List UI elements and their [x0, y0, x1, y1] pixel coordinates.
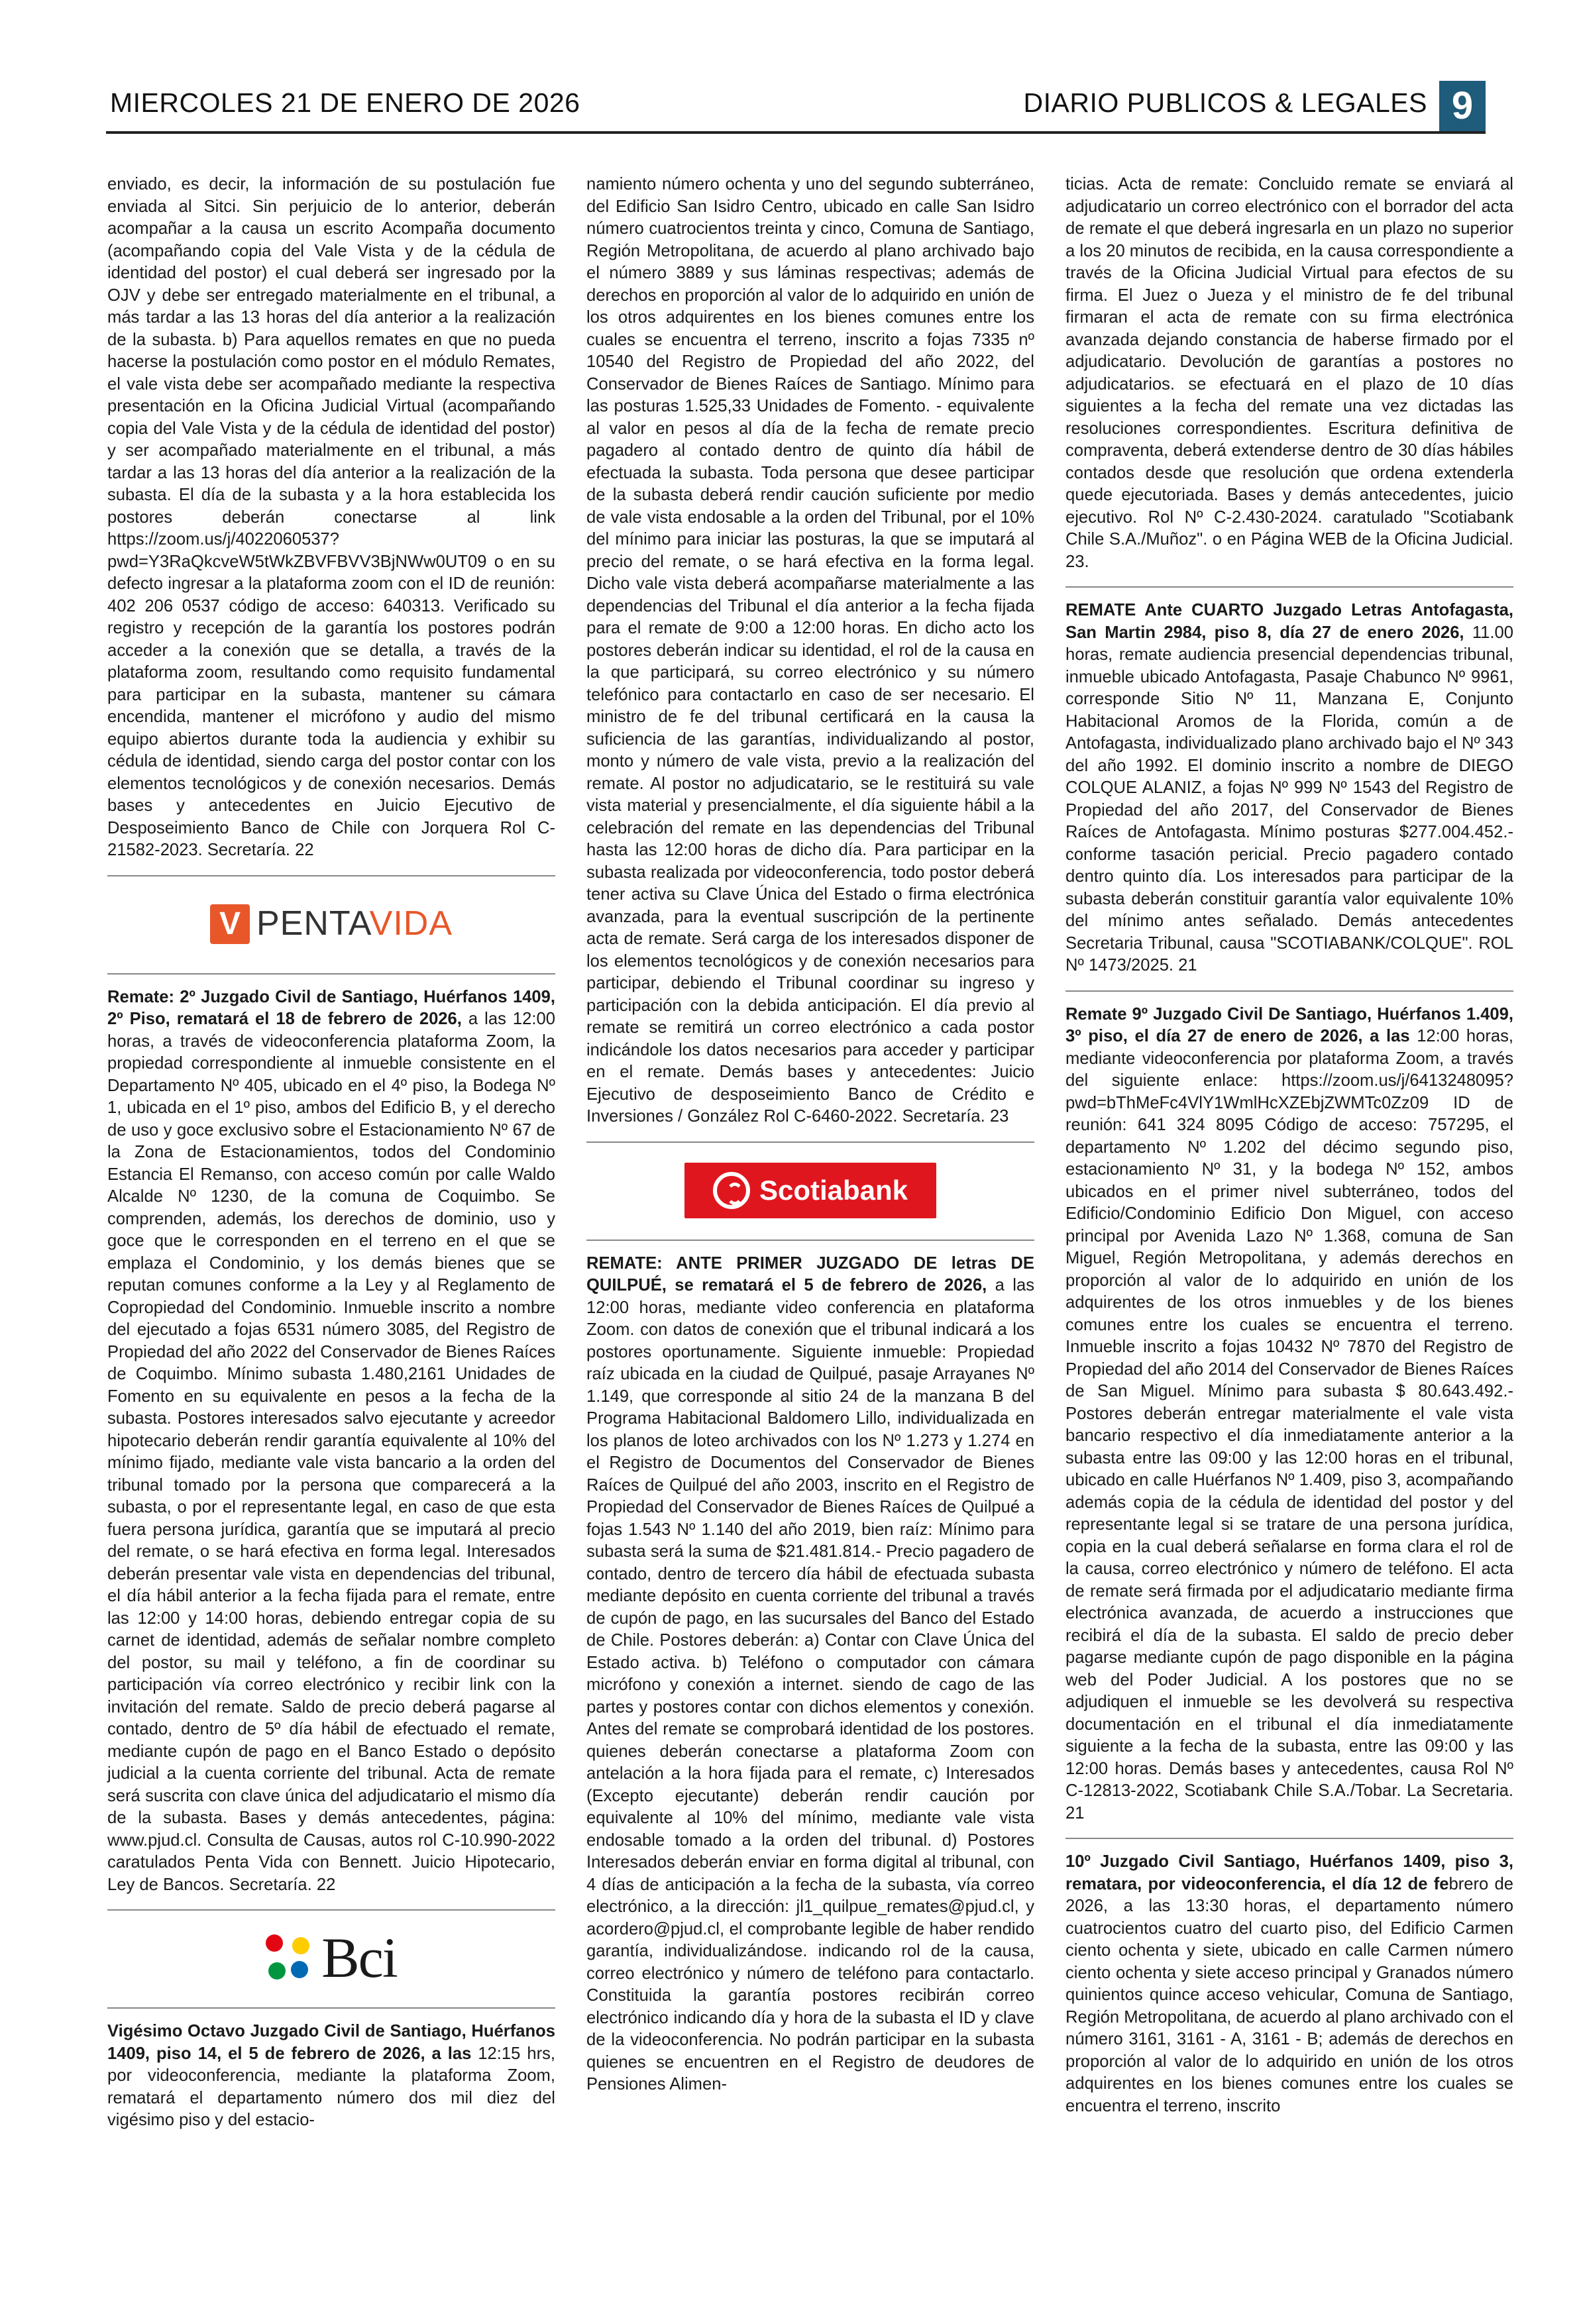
notice-quilpue — [586, 1253, 1034, 2096]
divider — [1065, 1838, 1513, 1839]
notice-heading: Vigésimo Octavo Juzgado Civil de Santiago, Huérfanos 1409, piso 14, el 5 de febrero de 2026, a las — [107, 2022, 555, 2063]
column-2 — [586, 174, 1034, 2096]
page-number-badge: 9 — [1439, 81, 1486, 131]
notice-heading: Remate 9º Juzgado Civil De Santiago, Huérfanos 1.409, 3º piso, el día 27 de enero de 2026, a las — [1065, 1004, 1513, 1045]
page-header — [106, 85, 1486, 134]
scotiabank-logo-text: Scotiabank — [759, 1174, 908, 1206]
bci-logo — [107, 1923, 555, 1994]
header-date: MIERCOLES 21 DE ENERO DE 2026 — [110, 87, 580, 118]
divider — [586, 1141, 1034, 1143]
notice-body: a las 12:00 horas, mediante video conferencia en plataforma Zoom. con datos de conexión que el tribunal indicará a los postores oportunamente. Siguiente inmueble: Propiedad raíz ubicada en la ciudad de Quilpué, pasaje Arrayanes Nº 1.149, que corresponde al sitio 24 de la manzana B del Programa Habitacional Baldomero Lillo, individualizada en los planos de loteo archivados con los Nº 1.273 y 1.274 en el Registro de Documentos del Conservador de Bienes Raíces de Quilpué del año 2003, inscrito en el Registro de Propiedad del Conservador de Bienes Raíces de Quilpué a fojas 1.543 Nº 1.140 del año 2019, bien raíz: Mínimo para subasta será la suma de $21.481.814.- Precio pagadero de contado, dentro de tercero día hábil de efectuada subasta mediante depósito en cuenta corriente del tribunal a través de cupón de pago, en las sucursales del Banco del Estado de Chile. Postores deberán: a) Contar con Clave Única del Estado activa. b) Teléfono o computador con cámara micrófono y conexión a internet. siendo de cago de las partes y postores contar con dichos elementos y conexión. Antes del remate se comprobará identidad de los postores. quienes deberán conectarse a plataforma Zoom con antelación a la hora fijada para el remate, c) Interesados (Excepto ejecutante) deberán rendir caución por equivalente al 10% del mínimo, mediante vale vista endosable tomado a la orden del tribunal. d) Postores Interesados deberán enviar en forma digital al tribunal, con 4 días de anticipación a la fecha de la subasta, vía correo electrónico, a la dirección: jl1_quilpue_remates@pjud.cl, y acordero@pjud.cl, el comprobante legible de haber rendido garantía, individualizándose. indicando rol de la causa, correo electrónico y número de teléfono para contactarlo. Constituida la garantía postores recibirán correo electrónico indicando día y hora de la subasta el ID y clave de la videoconferencia. No podrán participar en la subasta quienes se encuentren en el Registro de deudores de Pensiones Alimen- — [586, 1276, 1034, 2093]
notice-continuation: enviado, es decir, la información de su postulación fue enviada al Sitci. Sin perjuicio de lo anterior, deberán acompañar a la causa un escrito Acompaña documento (acompañando copia del Vale Vista y de la cédula de identidad del postor) el cual deberá ser ingresado por la OJV y debe ser entregado materialmente en el tribunal, a más tardar a las 13 horas del día anterior a la realización de la subasta. b) Para aquellos remates en que no pueda hacerse la postulación como postor en el módulo Remates, el vale vista debe ser acompañado mediante la respectiva presentación en la Oficina Judicial Virtual (acompañando copia del Vale Vista y de la cédula de identidad del postor) y ser acompañado materialmente en el tribunal, a más tardar a las 13 horas del día anterior a la realización de la subasta. El día de la subasta y a la hora establecida los postores deberán conectarse al link https://zoom.us/j/4022060537?pwd=Y3RaQkcveW5tWkZBVFBVV3BjNWw0UT09 o en su defecto ingresar a la plataforma zoom con el ID de reunión: 402 206 0537 código de acceso: 640313. Verificado su registro y recepción de la garantía los postores podrán acceder a la conexión que se detalla, a través de la plataforma zoom, resultando como requisito fundamental para participar en la subasta, mantener su cámara encendida, mantener el micrófono y audio del mismo equipo abiertos durante toda la audiencia y exhibir su cédula de identidad, siendo carga del postor contar con los elementos tecnológicos y de conexión necesarios. Demás bases y antecedentes en Juicio Ejecutivo de Desposeimiento Banco de Chile con Jorquera Rol C-21582-2023. Secretaría. 22 — [107, 175, 555, 859]
notice-heading: REMATE: ANTE PRIMER JUZGADO DE letras DE QUILPUÉ, se rematará el 5 de febrero de 2026, — [586, 1253, 1034, 1294]
notice-body: 12:15 hrs, por videoconferencia, mediante la plataforma Zoom, rematará el departamento número dos mil diez del vigésimo piso y del estacio- — [107, 2044, 556, 2129]
divider — [107, 1909, 555, 1911]
column-3 — [1065, 174, 1513, 2117]
scotiabank-mark-icon — [713, 1172, 750, 1209]
notice-heading: 10º Juzgado Civil Santiago, Huérfanos 1409, piso 3, rematara, por videoconferencia, el día 12 de fe — [1065, 1852, 1513, 1893]
notice-heading: REMATE Ante CUARTO Juzgado Letras Antofagasta, San Martin 2984, piso 8, día 27 de enero 2026, — [1065, 601, 1513, 642]
notice-bci — [107, 2021, 555, 2132]
notice-continuation: namiento número ochenta y uno del segundo subterráneo, del Edificio San Isidro Centro, ubicado en calle San Isidro número cuatrocientos treinta y cinco, Comuna de Santiago, Región Metropolitana, de acuerdo al plano archivado bajo el número 3889 y sus láminas respectivas; además de derechos en proporción al valor de lo adquirido en unión de los otros adquirentes en los bienes comunes entre los cuales se encuentra el terreno, inscrito a fojas 7335 nº 10540 del Registro de Propiedad del año 2022, del Conservador de Bienes Raíces de Santiago. Mínimo para las posturas 1.525,33 Unidades de Fomento. - equivalente al valor en pesos al día de la fecha de remate precio pagadero al contado dentro de quinto día hábil de efectuada la subasta. Toda persona que desee participar de la subasta deberá rendir caución suficiente por medio de vale vista endosable a la orden del Tribunal, por el 10% del mínimo para iniciar las posturas, la que se imputará al precio del remate, o se hará efectiva en la forma legal. Dicho vale vista deberá acompañarse materialmente a las dependencias del Tribunal el día anterior a la fecha fijada para el remate de 9:00 a 12:00 horas. En dicho acto los postores deberán indicar su identidad, el rol de la causa en la que participará, su correo electrónico y su número telefónico para contactarlo en caso de ser necesario. El ministro de fe del tribunal certificará en la causa la suficiencia de las garantías, individualizando al postor, monto y número de vale vista, previo a la realización del remate. Al postor no adjudicatario, se le restituirá su vale vista material y presencialmente, el día siguiente hábil a la celebración del remate en las dependencias del Tribunal hasta las 12:00 horas de dicho día. Para participar en la subasta realizada por videoconferencia, todo postor deberá tener activa su Clave Única del Estado o firma electrónica avanzada, para la eventual suscripción de la pertinente acta de remate. Será carga de los interesados disponer de los elementos tecnológicos y de conexión necesarios para participar, debiendo el Tribunal coordinar su ingreso y participación con la debida anticipación. El día previo al remate se remitirá un correo electrónico a cada postor indicándole los datos necesarios para acceder y participar en el remate. Demás bases y antecedentes: Juicio Ejecutivo de desposeimiento Banco de Crédito e Inversiones / González Rol C-6460-2022. Secretaría. 23 — [586, 175, 1034, 1126]
notice-body: brero de 2026, a las 13:30 horas, el departamento número cuatrocientos cuatro del cuarto piso, del Edificio Carmen ciento ochenta y siete, ubicado en calle Carmen número ciento ochenta y siete acceso principal y Granados número quinientos quince acceso vehicular, Comuna de Santiago, Región Metropolitana, de acuerdo al plano archivado con el número 3161, 3161 - A, 3161 - B; además de derechos en proporción al valor de lo adquirido en unión de los otros adquirentes en los bienes comunes entre los cuales se encuentra el terreno, inscrito — [1065, 1874, 1513, 2115]
notice-9-juzgado — [1065, 1004, 1513, 1825]
divider — [107, 2007, 555, 2009]
vida-logo-text: VIDA — [369, 904, 453, 943]
divider — [107, 875, 555, 876]
scotiabank-logo — [586, 1155, 1034, 1226]
penta-logo-text: PENTA — [256, 904, 370, 943]
divider — [1065, 990, 1513, 992]
bci-logo-text: Bci — [321, 1926, 397, 1990]
notice-penta-vida — [107, 986, 555, 1897]
header-publication: DIARIO PUBLICOS & LEGALES — [1023, 87, 1427, 118]
notice-antofagasta — [1065, 600, 1513, 977]
divider — [1065, 586, 1513, 588]
penta-vida-logo — [107, 888, 555, 960]
bci-mark-icon — [266, 1934, 313, 1982]
notice-body: a las 12:00 horas, a través de videoconferencia plataforma Zoom, la propiedad correspondiente al inmueble consistente en el Departamento Nº 405, ubicado en el 4º piso, la Bodega Nº 1, ubicada en el 1º piso, ambos del Edificio B, y el derecho de uso y goce exclusivo sobre el Estacionamiento Nº 67 de la Zona de Estacionamientos, todos del Condominio Estancia El Remanso, con acceso común por calle Waldo Alcalde Nº 1230, de la comuna de Coquimbo. Se comprenden, además, los derechos de dominio, uso y goce que le corresponden en el terreno en el que se emplaza el Condominio, y los demás bienes que se reputan comunes conforme a la Ley y al Reglamento de Copropiedad del Condominio. Inmueble inscrito a nombre del ejecutado a fojas 6531 número 3085, del Registro de Propiedad del año 2022 del Conservador de Bienes Raíces de Coquimbo. Mínimo subasta 1.480,2161 Unidades de Fomento en su equivalente en pesos a la fecha de la subasta. Postores interesados salvo ejecutante y acreedor hipotecario deberán rendir garantía equivalente al 10% del mínimo fijado, mediante vale vista bancario a la orden del tribunal tomado por la persona que comparecerá a la subasta, o por el representante legal, en caso de que esta fuera persona jurídica, garantía que se imputará al precio del remate, o se hará efectiva en forma legal. Interesados deberán presentar vale vista en dependencias del tribunal, el día hábil anterior a la fecha fijada para el remate, entre las 12:00 y 14:00 horas, debiendo entregar copia de su carnet de identidad, además de señalar nombre completo del postor, su mail y teléfono, a fin de coordinar su participación vía correo electrónico y recibir link con la invitación del remate. Saldo de precio deberá pagarse al contado, dentro de 5º día hábil de efectuado el remate, mediante cupón de pago en el Banco Estado o depósito judicial a la cuenta corriente del tribunal. Acta de remate será suscrita con clave única del adjudicatario el mismo día de la subasta. Bases y demás antecedentes, página: www.pjud.cl. Consulta de Causas, autos rol C-10.990-2022 caratulados Penta Vida con Bennett. Juicio Hipotecario, Ley de Bancos. Secretaría. 22 — [107, 1010, 555, 1894]
notice-body: 11.00 horas, remate audiencia presencial dependencias tribunal, inmueble ubicado Antofagasta, Pasaje Chabunco Nº 9961, corresponde Sitio Nº 11, Manzana E, Conjunto Habitacional Aromos de la Florida, común a de Antofagasta, individualizado plano archivado bajo el Nº 343 del año 1992. El dominio inscrito a nombre de DIEGO COLQUE ALANIZ, a fojas Nº 999 Nº 1543 del Registro de Propiedad del año 2017, del Conservador de Bienes Raíces de Antofagasta. Mínimo posturas $277.004.452.- conforme tasación pericial. Precio pagadero contado dentro quinto día. Los interesados para participar de la subasta deberán constituir garantía valor equivalente 10% del mínimo antes señalado. Demás antecedentes Secretaria Tribunal, causa "SCOTIABANK/COLQUE". ROL Nº 1473/2025. 21 — [1065, 623, 1513, 975]
notice-continuation: ticias. Acta de remate: Concluido remate se enviará al adjudicatario un correo electrónico con el borrador del acta de remate el que deberá ingresarla en un plazo no superior a los 20 minutos de recibida, en la causa correspondiente a través de la Oficina Judicial Virtual para efectos de su firma. El Juez o Jueza y el ministro de fe del tribunal firmaran el acta de remate con su firma electrónica avanzada dejando constancia de haberse firmado por el adjudicatario. Devolución de garantías a postores no adjudicatarios. se efectuará en el plazo de 10 días siguientes a la fecha del remate una vez dictadas las resoluciones correspondientes. Escritura definitiva de compraventa, deberá extenderse dentro de 30 días hábiles contados desde que resolución que ordena extenderla quede ejecutoriada. Bases y demás antecedentes, juicio ejecutivo. Rol Nº C-2.430-2024. caratulado "Scotiabank Chile S.A./Muñoz". o en Página WEB de la Oficina Judicial. 23. — [1065, 175, 1513, 571]
notice-heading: Remate: 2º Juzgado Civil de Santiago, Huérfanos 1409, 2º Piso, rematará el 18 de febrero de 2026, — [107, 987, 555, 1028]
notice-10-juzgado — [1065, 1851, 1513, 2117]
column-1 — [107, 174, 555, 2132]
penta-vida-mark-icon: V — [210, 904, 250, 944]
notice-body: 12:00 horas, mediante videoconferencia por plataforma Zoom, a través del siguiente enlace: https://zoom.us/j/6413248095?pwd=bThMeFc4VlY1WmlHcXZEbjZWMTc0Zz09 ID de reunión: 641 324 8095 Código de acceso: 757295, el departamento Nº 1.202 del décimo segundo piso, estacionamiento Nº 31, y la bodega Nº 152, ambos ubicados en el primer nivel subterráneo, todos del Edificio/Condominio Edificio Don Miguel, con acceso principal por Avenida Lazo Nº 1.368, comuna de San Miguel, Región Metropolitana, y además derechos en proporción al valor de lo adquirido en unión de los adquirentes de los otros inmuebles y de los bienes comunes entre los cuales se encuentra el terreno. Inmueble inscrito a fojas 10432 Nº 7870 del Registro de Propiedad del año 2014 del Conservador de Bienes Raíces de San Miguel. Mínimo para subasta $ 80.643.492.- Postores deberán entregar materialmente el vale vista bancario respectivo el día inmediatamente anterior a la subasta entre las 09:00 y las 12:00 horas en el tribunal, ubicado en calle Huérfanos Nº 1.409, piso 3, acompañando además copia de la cédula de identidad del postor y del representante legal si se tratare de una persona jurídica, copia en la cual deberá señalarse en forma clara el rol de la causa, correo electrónico y número de teléfono. El acta de remate será firmada por el adjudicatario mediante firma electrónica avanzada, de acuerdo a instrucciones que recibirá el día de la subasta. El saldo de precio deber pagarse mediante cupón de pago disponible en la página web del Poder Judicial. A los postores que no se adjudiquen el inmueble se les devolverá su respectiva documentación en el tribunal el día inmediatamente siguiente a la fecha de la subasta, entre las 09:00 y las 12:00 horas. Demás bases y antecedentes, causa Rol Nº C-12813-2022, Scotiabank Chile S.A./Tobar. La Secretaria. 21 — [1065, 1027, 1513, 1822]
divider — [586, 1240, 1034, 1241]
divider — [107, 973, 555, 975]
